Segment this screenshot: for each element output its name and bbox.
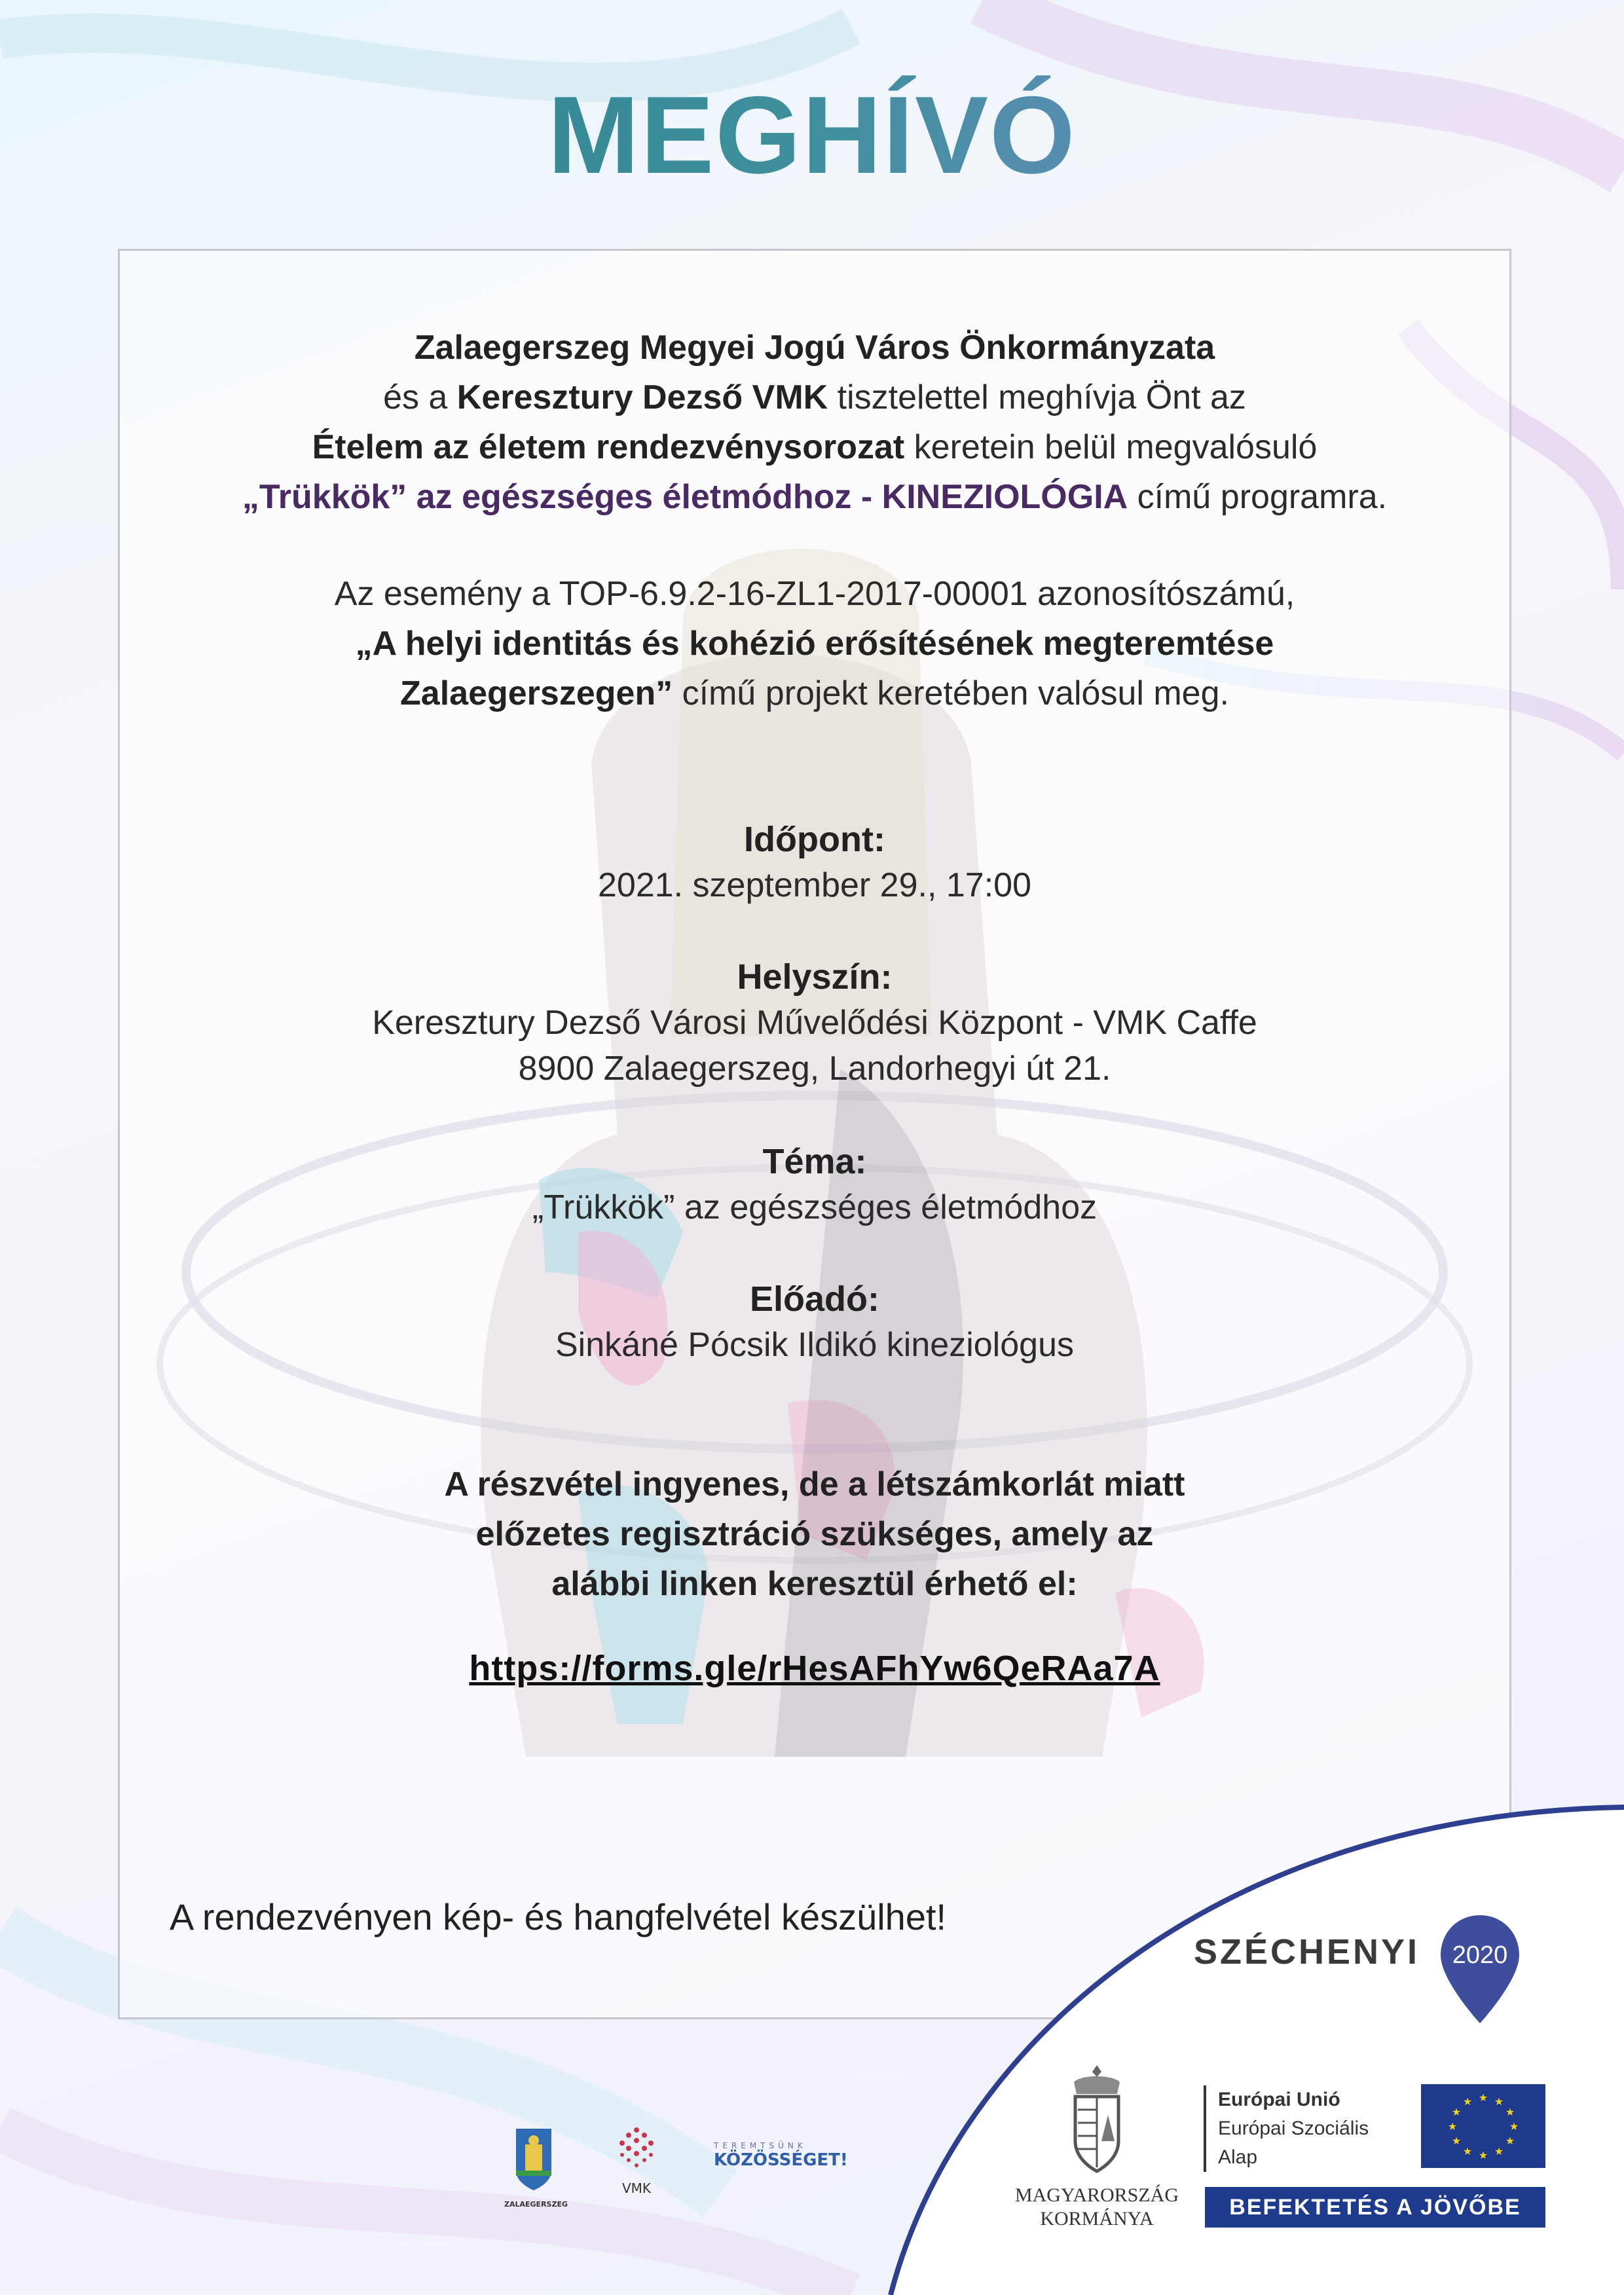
place-label: Helyszín: [737, 957, 893, 997]
eu-fund-label [1204, 2085, 1369, 2172]
svg-text:★: ★ [1494, 2095, 1504, 2108]
eu-label-line-1: Európai Unió [1218, 2089, 1340, 2110]
government-label [1012, 2184, 1182, 2231]
svg-text:★: ★ [1494, 2145, 1504, 2157]
place-value: Keresztury Dezső Városi Művelődési Központ - VMK Caffe [372, 1004, 1257, 1042]
svg-text:★: ★ [1451, 2135, 1462, 2147]
project-title-line-2: Zalaegerszegen” című projekt keretében valósul meg. [400, 674, 1229, 712]
kozosseg-logo-top: TEREMTSÜNK [714, 2141, 807, 2150]
registration-line-3: alábbi linken keresztül érhető el: [551, 1565, 1078, 1603]
place-address: 8900 Zalaegerszeg, Landorhegyi út 21. [518, 1050, 1111, 1088]
topic-value: „Trükkök” az egészséges életmódhoz [532, 1188, 1098, 1226]
svg-text:★: ★ [1462, 2145, 1473, 2157]
svg-text:★: ★ [1505, 2135, 1515, 2147]
svg-text:★: ★ [1478, 2149, 1488, 2161]
eu-label-line-3: Alap [1218, 2146, 1258, 2168]
eu-label-line-2: Európai Szociális [1218, 2118, 1369, 2139]
vmk-dots-icon [616, 2125, 657, 2177]
invitation-content [120, 251, 1509, 1689]
speaker-value: Sinkáné Pócsik Ildikó kineziológus [555, 1326, 1074, 1364]
project-id-line: Az esemény a TOP-6.9.2-16-ZL1-2017-00001 azonosítószámú, [334, 575, 1295, 613]
svg-text:★: ★ [1447, 2120, 1458, 2133]
eu-flag-icon [1421, 2084, 1545, 2168]
recording-notice: A rendezvényen kép- és hangfelvétel készülhet! [170, 1896, 947, 1937]
zalaegerszeg-logo [504, 2125, 568, 2209]
invitation-panel [118, 249, 1511, 2019]
kozosseg-logo [714, 2141, 848, 2170]
zalaegerszeg-crest-icon [511, 2125, 557, 2197]
vmk-logo [616, 2125, 657, 2196]
eu-investment-banner: BEFEKTETÉS A JÖVŐBE [1205, 2187, 1545, 2228]
series-line: Ételem az életem rendezvénysorozat keretein belül megvalósuló [312, 428, 1318, 466]
time-label: Időpont: [744, 820, 885, 859]
svg-text:★: ★ [1509, 2120, 1519, 2133]
hungary-coat-of-arms-icon [1061, 2063, 1133, 2174]
government-label-line-1: MAGYARORSZÁG [1014, 2184, 1179, 2206]
co-organizer-line: és a Keresztury Dezső VMK tisztelettel meghívja Önt az [383, 378, 1246, 416]
project-title-line: „A helyi identitás és kohézió erősítésének megteremtése [355, 625, 1274, 663]
kozosseg-logo-main: KÖZÖSSÉGET! [714, 2150, 848, 2170]
svg-text:★: ★ [1451, 2106, 1462, 2118]
organizer-line: Zalaegerszeg Megyei Jogú Város Önkormányzata [414, 329, 1215, 367]
szechenyi-year: 2020 [1452, 1941, 1508, 1969]
topic-label: Téma: [762, 1142, 867, 1181]
vmk-logo-label: VMK [621, 2180, 652, 2196]
zalaegerszeg-logo-label: ZALAEGERSZEG [504, 2200, 568, 2209]
svg-text:★: ★ [1462, 2095, 1473, 2108]
time-value: 2021. szeptember 29., 17:00 [597, 866, 1031, 904]
szechenyi-logo-text: SZÉCHENYI [1194, 1932, 1420, 1972]
registration-line-1: A részvétel ingyenes, de a létszámkorlát miatt [444, 1465, 1185, 1503]
speaker-label: Előadó: [750, 1279, 879, 1319]
svg-text:★: ★ [1505, 2106, 1515, 2118]
svg-text:★: ★ [1478, 2091, 1488, 2104]
government-label-line-2: KORMÁNYA [1040, 2208, 1154, 2230]
program-line: „Trükkök” az egészséges életmódhoz - KINEZIOLÓGIA című programra. [242, 478, 1388, 516]
page-title: MEGHÍVÓ [0, 72, 1624, 198]
registration-line-2: előzetes regisztráció szükséges, amely az [475, 1515, 1154, 1553]
registration-link[interactable]: https://forms.gle/rHesAFhYw6QeRAa7A [469, 1649, 1160, 1688]
